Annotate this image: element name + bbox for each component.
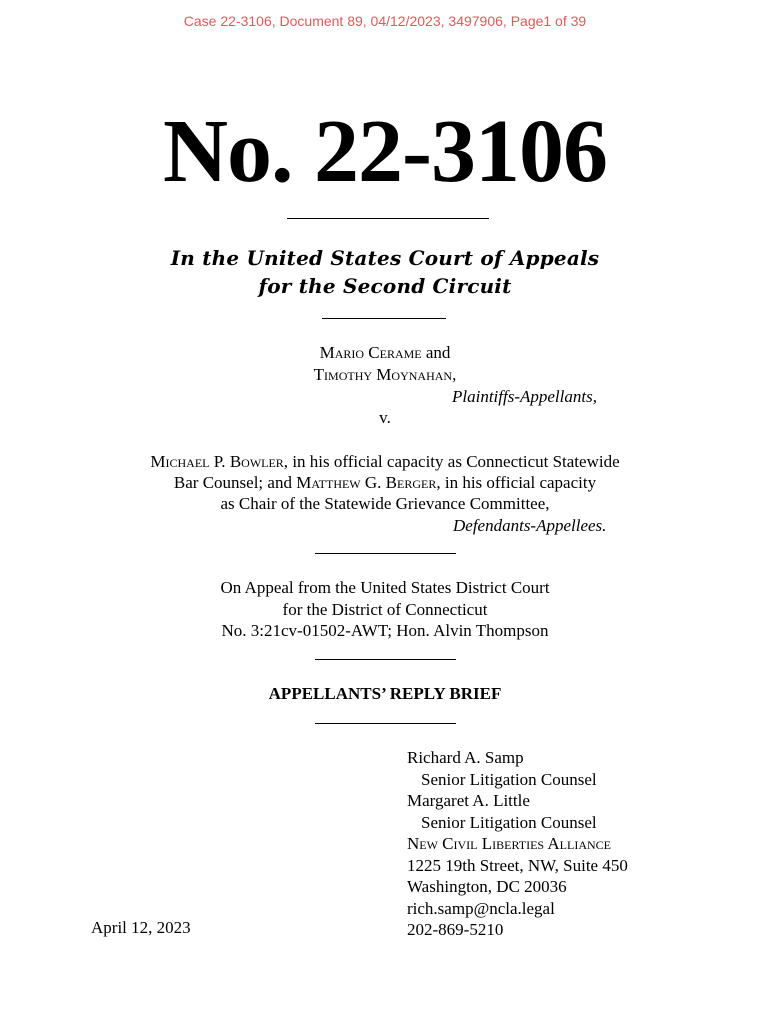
filing-date: April 12, 2023 [91, 918, 191, 937]
counsel-email: rich.samp@ncla.legal [407, 898, 555, 918]
brief-title: APPELLANTS’ REPLY BRIEF [268, 684, 502, 703]
divider-rule [322, 318, 446, 319]
address-line2: Washington, DC 20036 [407, 877, 567, 896]
appellant-2-name: Timothy Moynahan, [313, 365, 457, 384]
case-header-stamp: Case 22-3106, Document 89, 04/12/2023, 3497906, Page1 of 39 [183, 13, 587, 29]
appeal-line2: for the District of Connecticut [282, 600, 488, 619]
divider-rule [287, 218, 489, 219]
divider-rule [315, 723, 456, 724]
docket-number: No. 22-3106 [163, 102, 607, 201]
appellant-line2 [0, 364, 770, 386]
appellant-line1 [0, 342, 770, 364]
appellee-2-name: Matthew G. Berger, [296, 473, 441, 492]
counsel-block [407, 747, 628, 941]
appellees-role: Defendants-Appellees. [453, 516, 607, 535]
divider-rule [315, 553, 456, 554]
appellee-line2: Bar Counsel; and Matthew G. Berger, in his official capacity [173, 473, 597, 492]
appeal-line1: On Appeal from the United States District Court [220, 578, 550, 597]
divider-rule [315, 659, 456, 660]
appeal-line3: No. 3:21cv-01502-AWT; Hon. Alvin Thompson [221, 621, 549, 640]
counsel-2-title: Senior Litigation Counsel [421, 812, 597, 832]
appellee-1-name: Michael P. Bowler, [150, 452, 289, 471]
court-name-line2: for the Second Circuit [258, 274, 512, 298]
versus: v. [379, 408, 391, 427]
appellee-line3: as Chair of the Statewide Grievance Committee, [220, 494, 550, 513]
conjunction: and [425, 343, 451, 362]
address-line1: 1225 19th Street, NW, Suite 450 [407, 855, 628, 875]
court-name-line1: In the United States Court of Appeals [170, 246, 600, 270]
counsel-1-name: Richard A. Samp [407, 748, 524, 767]
organization-name: New Civil Liberties Alliance [407, 834, 611, 853]
counsel-2-name: Margaret A. Little [407, 791, 530, 810]
counsel-phone: 202-869-5210 [407, 920, 504, 939]
appellee-line1: Michael P. Bowler, in his official capacity as Connecticut Statewide [150, 452, 620, 471]
appellant-1-name: Mario Cerame [319, 343, 422, 362]
counsel-1-title: Senior Litigation Counsel [421, 769, 597, 789]
appellants-role: Plaintiffs-Appellants, [452, 387, 597, 406]
